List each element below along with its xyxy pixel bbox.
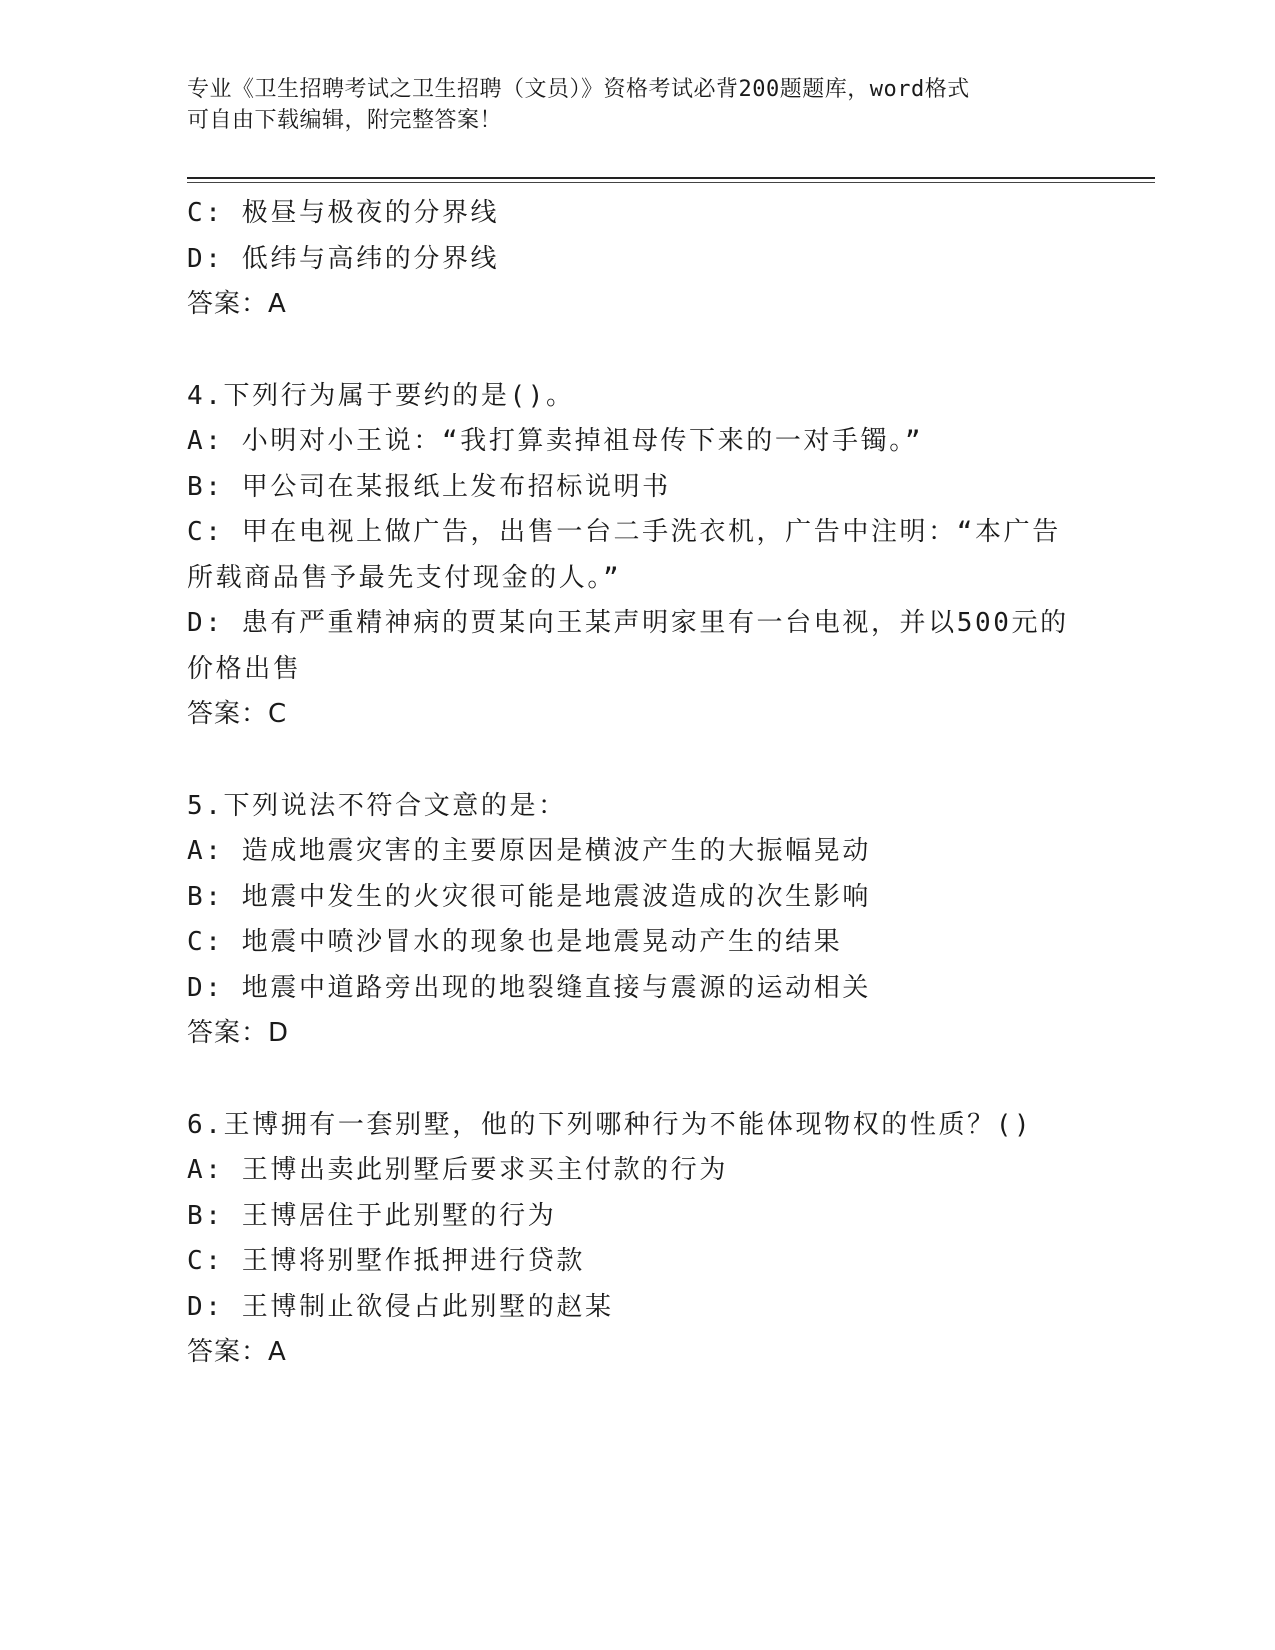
answer: 答案：A [187,1337,287,1367]
option-b: B: 甲公司在某报纸上发布招标说明书 [187,471,671,502]
header-rule-thick [187,177,1155,179]
spacer [187,738,1087,784]
question-stem: 6.王博拥有一套别墅，他的下列哪种行为不能体现物权的性质？() [187,1109,1033,1140]
option-c: C: 极昼与极夜的分界线 [187,198,500,228]
option-c: C: 地震中喷沙冒水的现象也是地震晃动产生的结果 [187,927,843,957]
answer: 答案：D [187,1018,290,1048]
question-stem: 4.下列行为属于要约的是()。 [187,380,575,411]
question-stem: 5.下列说法不符合文意的是： [187,790,567,821]
option-d: D: 低纬与高纬的分界线 [187,243,500,274]
option-a: A: 王博出卖此别墅后要求买主付款的行为 [187,1155,728,1185]
option-a: A: 造成地震灾害的主要原因是横波产生的大振幅晃动 [187,836,871,866]
spacer [187,328,1087,374]
header-line-1: 专业《卫生招聘考试之卫生招聘（文员）》资格考试必背200题题库，word格式 [187,77,970,102]
option-c: C: 甲在电视上做广告，出售一台二手洗衣机，广告中注明：“本广告所载商品售予最先支付现金的人。” [187,517,1061,593]
option-b: B: 地震中发生的火灾很可能是地震波造成的次生影响 [187,881,871,912]
option-d: D: 地震中道路旁出现的地裂缝直接与震源的运动相关 [187,972,871,1003]
option-d: D: 王博制止欲侵占此别墅的赵某 [187,1291,614,1322]
question-6 [187,1103,1087,1376]
answer: 答案：A [187,289,287,319]
header-line-2: 可自由下载编辑，附完整答案！ [187,108,503,133]
question-5 [187,784,1087,1057]
question-3-continued [187,191,1087,328]
header-rule-thin [187,182,1155,183]
document-header [187,74,1087,136]
spacer [187,1057,1087,1103]
option-a: A: 小明对小王说：“我打算卖掉祖母传下来的一对手镯。” [187,426,924,456]
option-b: B: 王博居住于此别墅的行为 [187,1200,557,1231]
question-4 [187,374,1087,738]
option-c: C: 王博将别墅作抵押进行贷款 [187,1246,585,1276]
question-list [187,191,1087,1376]
option-d: D: 患有严重精神病的贾某向王某声明家里有一台电视，并以500元的价格出售 [187,608,1069,684]
answer: 答案：C [187,699,288,729]
